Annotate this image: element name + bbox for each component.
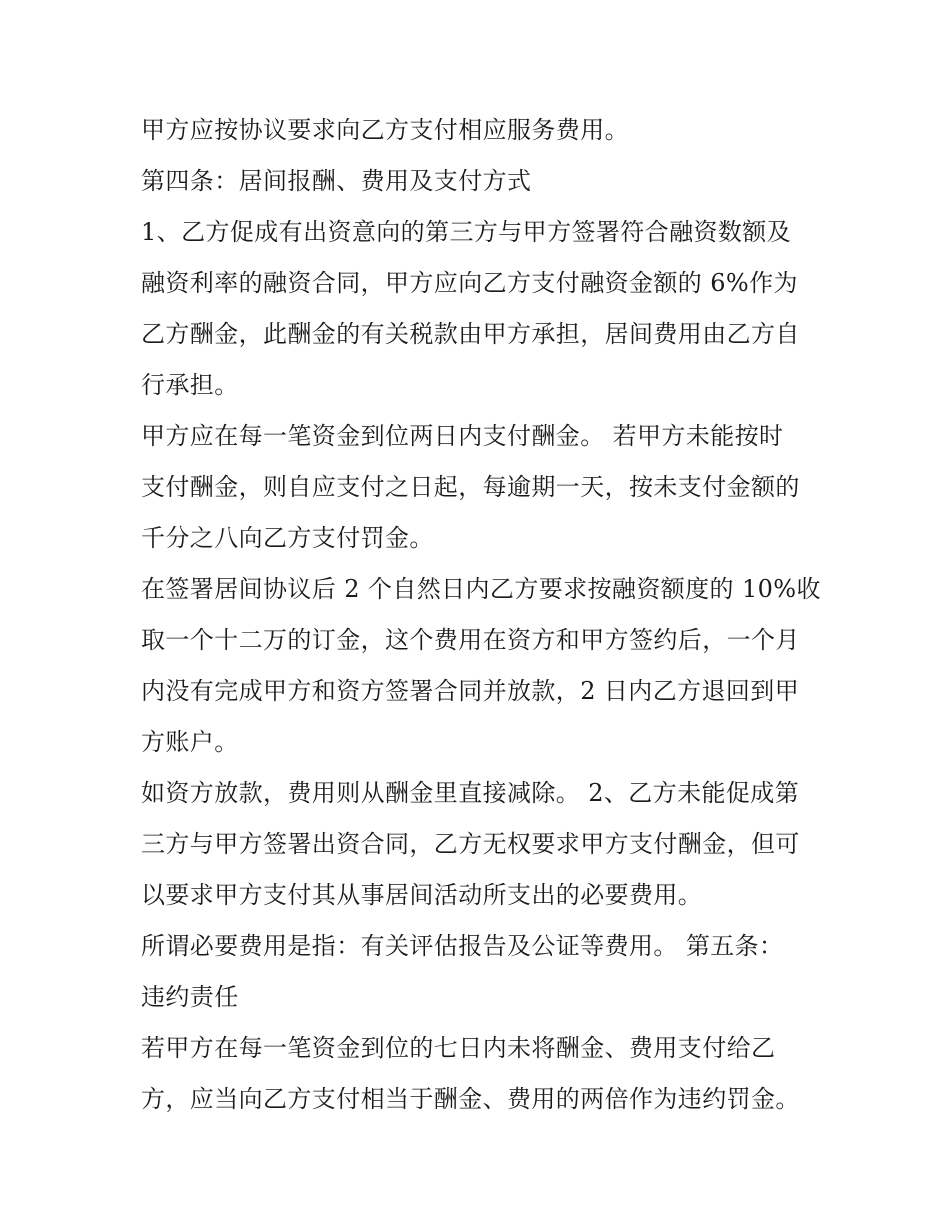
text-line: 三方与甲方签署出资合同，乙方无权要求甲方支付酬金，但可 [141,830,800,858]
text-line: 若甲方在每一笔资金到位的七日内未将酬金、费用支付给乙 [141,1034,776,1062]
text-line: 内没有完成甲方和资方签署合同并放款，2 日内乙方退回到甲 [141,677,800,705]
section-heading: 违约责任 [141,983,239,1011]
text-line: 甲方应在每一笔资金到位两日内支付酬金。 若甲方未能按时 [141,422,784,450]
text-line: 取一个十二万的订金，这个费用在资方和甲方签约后，一个月 [141,626,800,654]
text-line: 甲方应按协议要求向乙方支付相应服务费用。 [141,116,629,144]
text-line: 1、乙方促成有出资意向的第三方与甲方签署符合融资数额及 [141,218,792,246]
section-heading: 第四条：居间报酬、费用及支付方式 [141,167,532,195]
text-line: 支付酬金，则自应支付之日起，每逾期一天，按未支付金额的 [141,473,800,501]
text-line: 行承担。 [141,371,239,399]
text-line: 方账户。 [141,728,239,756]
text-line: 如资方放款，费用则从酬金里直接减除。 2、乙方未能促成第 [141,779,800,807]
document-body [141,108,821,1128]
text-line: 融资利率的融资合同，甲方应向乙方支付融资金额的 6%作为 [141,269,798,297]
text-line: 所谓必要费用是指：有关评估报告及公证等费用。 第五条： [141,932,784,960]
text-line: 千分之八向乙方支付罚金。 [141,524,434,552]
text-line: 以要求甲方支付其从事居间活动所支出的必要费用。 [141,881,703,909]
text-line: 乙方酬金，此酬金的有关税款由甲方承担，居间费用由乙方自 [141,320,800,348]
text-line: 在签署居间协议后 2 个自然日内乙方要求按融资额度的 10%收 [141,575,821,603]
text-line: 方，应当向乙方支付相当于酬金、费用的两倍作为违约罚金。 [141,1085,800,1113]
